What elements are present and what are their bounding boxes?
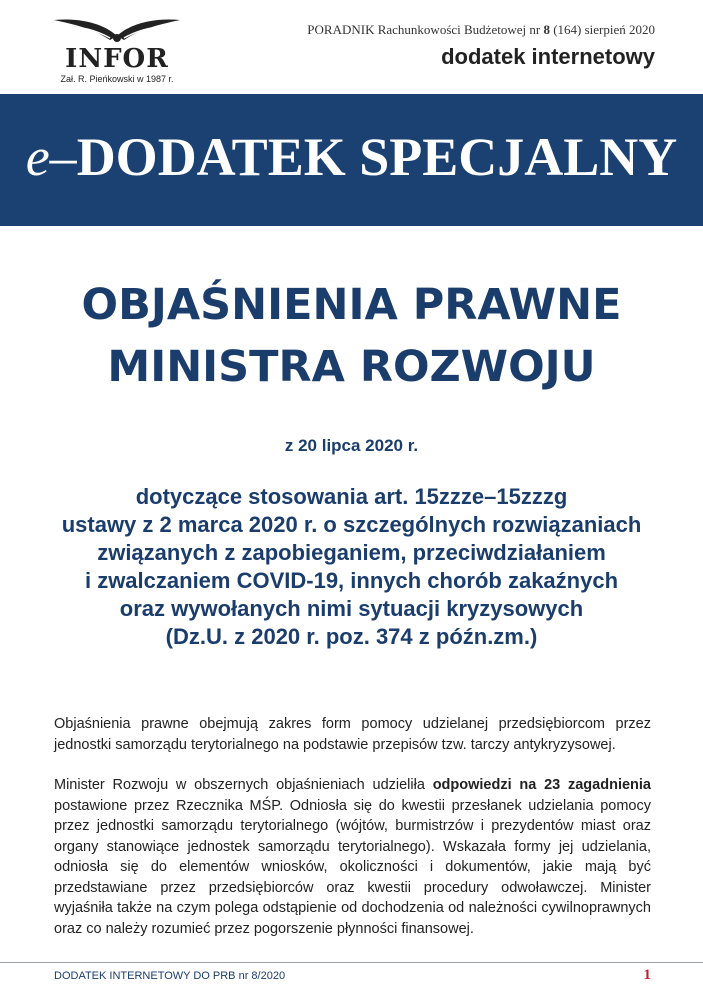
- logo-subtitle: Zał. R. Pieńkowski w 1987 r.: [60, 74, 174, 84]
- details-paragraph: [54, 775, 651, 939]
- special-supplement-banner: [0, 94, 703, 226]
- magazine-prefix: PORADNIK Rachunkowości Budżetowej nr: [307, 22, 544, 37]
- subtitle-line: dotyczące stosowania art. 15zzze–15zzzg: [135, 484, 568, 509]
- magazine-issue-number: 8: [543, 22, 550, 37]
- eagle-wings-icon: [52, 14, 182, 44]
- infor-logo: [44, 14, 194, 86]
- subtitle-line: oraz wywołanych nimi sytuacji kryzysowych: [119, 596, 584, 621]
- intro-paragraph: Objaśnienia prawne obejmują zakres form pomocy udzielanej przedsiębiorcom przez jednostki samorządu terytorialnego na podstawie przepisów tzw. tarczy antykryzysowej.: [54, 716, 651, 753]
- page-number: 1: [643, 967, 651, 983]
- subtitle-line: i zwalczaniem COVID-19, innych chorób zakaźnych: [84, 568, 619, 593]
- banner-title-text: DODATEK SPECJALNY: [76, 127, 678, 187]
- logo-wordmark: INFOR: [65, 44, 169, 74]
- paragraph-text-end: postawione przez Rzecznika MŚP. Odniosła się do kwestii przesłanek udzielania pomocy przez jednostki samorządu terytorialnego (wójtów, burmistrzów i prezydentów miast oraz organy stanowiące jednostek samorządu terytorialnego). Wskazała formy jej udzielania, odniosła się do elementów wniosków, okoliczności i dokumentów, jakie mają być przedstawiane przez przedsiębiorców oraz kwestii procedury odwoławczej. Minister wyjaśniła także na czym polega odstąpienie od dochodzenia od należności cywilnoprawnych oraz co należy rozumieć przez pogorszenie płynności finansowej.: [54, 797, 651, 937]
- document-title: [0, 274, 703, 398]
- paragraph-text-start: Minister Rozwoju w obszernych objaśnieniach udzieliła: [54, 777, 433, 793]
- footer-publication: DODATEK INTERNETOWY DO PRB nr 8/2020: [54, 970, 286, 982]
- magazine-issue-line: [307, 22, 655, 38]
- title-line-1: OBJAŚNIENIA PRAWNE: [81, 280, 622, 330]
- banner-title: [0, 126, 703, 188]
- subtitle-line: związanych z zapobieganiem, przeciwdziałaniem: [97, 540, 606, 565]
- supplement-label: dodatek internetowy: [441, 44, 655, 69]
- magazine-suffix: (164) sierpień 2020: [549, 22, 655, 37]
- document-subtitle: [0, 483, 703, 651]
- banner-prefix: e–: [25, 127, 77, 187]
- footer-divider: [0, 962, 703, 963]
- paragraph-highlight: odpowiedzi na 23 zagadnienia: [432, 777, 651, 793]
- document-date: z 20 lipca 2020 r.: [284, 436, 419, 455]
- subtitle-line: (Dz.U. z 2020 r. poz. 374 z późn.zm.): [165, 624, 538, 649]
- subtitle-line: ustawy z 2 marca 2020 r. o szczególnych rozwiązaniach: [61, 512, 642, 537]
- title-line-2: MINISTRA ROZWOJU: [107, 342, 596, 392]
- page-header: [0, 0, 703, 94]
